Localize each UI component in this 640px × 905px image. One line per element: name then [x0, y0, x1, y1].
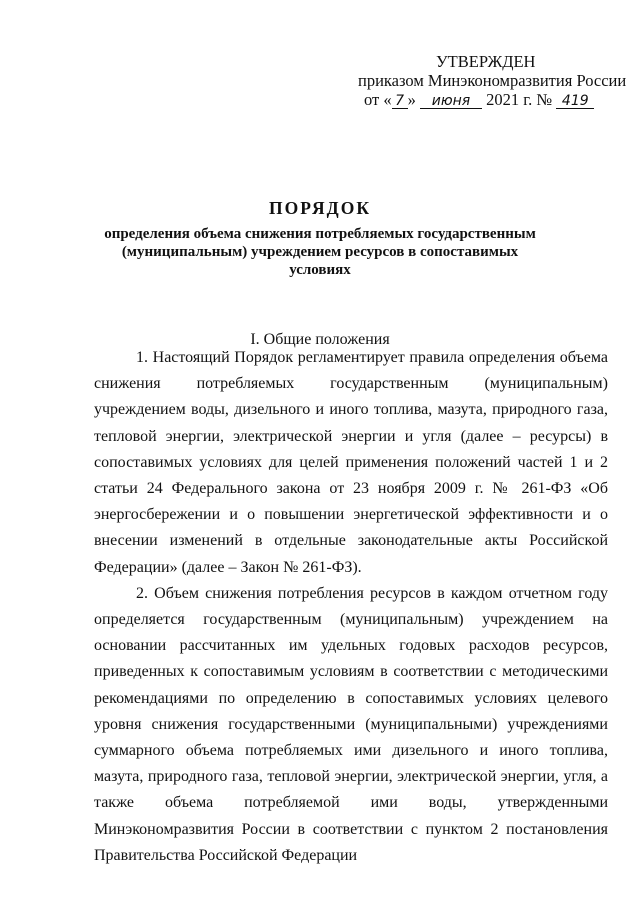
- paragraph-1: 1. Настоящий Порядок регламентирует правила определения объема снижения потребляемых государственным (муниципальным) учреждением воды, дизельного и иного топлива, мазута, природного газа, тепловой энергии, электрической энергии и угля (далее – ресурсы) в сопоставимых условиях для целей применения положений частей 1 и 2 статьи 24 Федерального закона от 23 ноября 2009 г. № 261-ФЗ «Об энергосбережении и о повышении энергетической эффективности и о внесении изменений в отдельные законодательные акты Российской Федерации» (далее – Закон № 261-ФЗ).: [94, 349, 608, 576]
- approval-title: УТВЕРЖДЕН: [436, 52, 536, 71]
- handwritten-order-number: 419: [556, 94, 594, 109]
- handwritten-month: июня: [420, 94, 482, 109]
- document-subtitle: определения объема снижения потребляемых государственным (муниципальным) учреждением ресурсов в сопоставимых условиях: [104, 226, 536, 278]
- approval-stamp: [350, 52, 627, 109]
- approval-date-line: [350, 90, 608, 109]
- document-body: [94, 345, 608, 869]
- date-year: 2021 г. №: [486, 90, 553, 109]
- document-title: ПОРЯДОК: [268, 198, 372, 218]
- paragraph-2: 2. Объем снижения потребления ресурсов в каждом отчетном году определяется государственным (муниципальным) учреждением на основании рассчитанных им удельных годовых расходов ресурсов, приведенных к сопоставимым условиям в соответствии с методическими рекомендациями по определению в сопоставимых условиях целевого уровня снижения государственными (муниципальными) учреждениями суммарного объема потребляемых ими дизельного и иного топлива, мазута, природного газа, тепловой энергии, электрической энергии, угля, а также объема потребляемой ими воды, утвержденными Минэкономразвития России в соответствии с пунктом 2 постановления Правительства Российской Федерации: [94, 584, 608, 864]
- section-heading: I. Общие положения: [250, 331, 390, 348]
- approval-order-line: приказом Минэкономразвития России: [358, 71, 627, 90]
- date-prefix: от «: [364, 90, 392, 109]
- date-mid: »: [407, 90, 416, 109]
- handwritten-day: 7: [392, 94, 408, 109]
